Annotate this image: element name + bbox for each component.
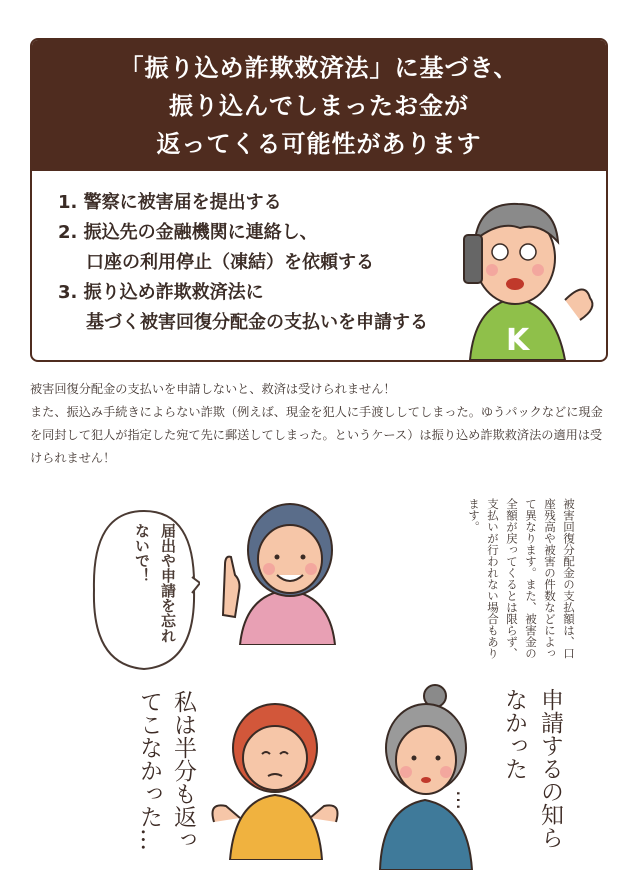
info-card	[30, 38, 608, 362]
notice-line-2: また、振込み手続きによらない詐欺（例えば、現金を犯人に手渡ししてしまった。ゆうパックなどに現金を同封して犯人が指定した宛て先に郵送してしまった。というケース）は振り込め詐欺救済法の適用は受けられません！	[30, 405, 603, 465]
step-2: 2. 振込先の金融機関に連絡し、	[58, 222, 318, 243]
handwritten-ellipsis: …	[452, 790, 476, 810]
header-line-2: 振り込んでしまったお金が	[169, 91, 469, 120]
header-line-3: 返ってくる可能性があります	[156, 129, 482, 158]
man-on-phone-illustration	[430, 180, 600, 360]
elderly-woman-illustration	[360, 680, 490, 870]
woman-shrugging-illustration	[200, 690, 350, 860]
handwritten-comment-right: 申請するの知らなかった	[501, 688, 563, 849]
notice-text	[30, 378, 614, 470]
card-header	[32, 40, 606, 171]
shirt-letter: K	[506, 323, 530, 358]
step-2-cont: 口座の利用停止（凍結）を依頼する	[86, 252, 374, 273]
step-3-cont: 基づく被害回復分配金の支払いを申請する	[86, 312, 428, 333]
header-line-1: 「振り込め詐欺救済法」に基づき、	[119, 53, 519, 82]
step-3: 3. 振り込め詐欺救済法に	[58, 282, 264, 303]
handwritten-comment-left: 私は半分も返ってこなかった…	[136, 690, 196, 851]
steps-list	[58, 188, 428, 338]
payout-note-vertical: 被害回復分配金の支払額は、口座残高や被害の件数などによって異なります。また、被害金の全額が戻ってくるとは限らず、支払いが行われない場合もあります。	[467, 498, 576, 659]
bubble-text: 届出や申請を忘れないで！	[133, 523, 177, 643]
notice-line-1: 被害回復分配金の支払いを申請しないと、救済は受けられません！	[30, 382, 396, 396]
step-1: 1. 警察に被害届を提出する	[58, 192, 282, 213]
woman-pointing-illustration	[195, 495, 345, 645]
